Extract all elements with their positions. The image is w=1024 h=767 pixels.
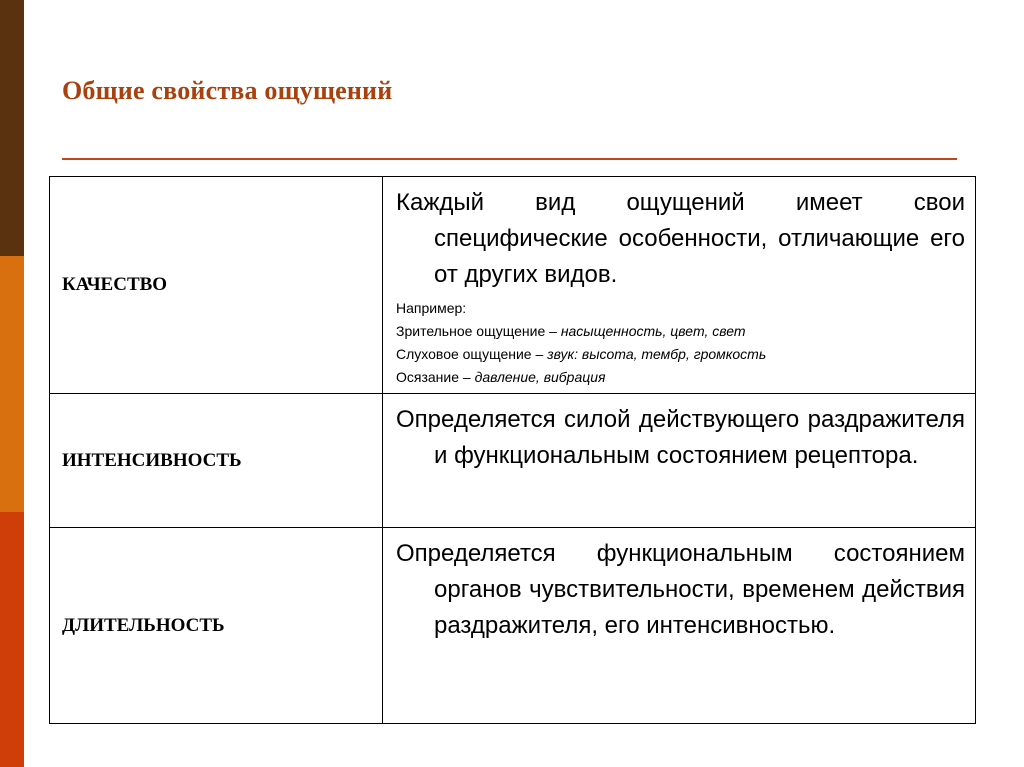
accent-bar-bottom <box>0 512 24 767</box>
property-description: Каждый вид ощущений имеет свои специфические особенности, отличающие его от других видов. <box>396 189 965 288</box>
example-label: Слуховое ощущение – <box>396 346 548 362</box>
property-description: Определяется функциональным состоянием органов чувствительности, временем действия раздражителя, его интенсивностью. <box>396 540 965 639</box>
accent-bar-top <box>0 0 24 256</box>
property-name-duration: ДЛИТЕЛЬНОСТЬ <box>50 528 383 724</box>
property-description-cell <box>383 528 976 724</box>
table-row-quality <box>50 177 976 394</box>
example-line <box>396 343 965 366</box>
example-header: Например: <box>396 300 467 316</box>
example-value: звук: высота, тембр, громкость <box>547 346 767 362</box>
example-line <box>396 366 965 389</box>
property-name-intensity: ИНТЕНСИВНОСТЬ <box>50 394 383 528</box>
property-name-quality: КАЧЕСТВО <box>50 177 383 394</box>
example-value: давление, вибрация <box>474 369 606 385</box>
accent-bar-middle <box>0 256 24 512</box>
title-underline <box>62 158 957 160</box>
property-description: Определяется силой действующего раздражителя и функциональным состоянием рецептора. <box>396 406 965 469</box>
example-label: Зрительное ощущение – <box>396 323 561 339</box>
slide-title: Общие свойства ощущений <box>62 76 393 105</box>
table-row-duration <box>50 528 976 724</box>
example-line <box>396 320 965 343</box>
property-description-cell <box>383 177 976 394</box>
properties-table <box>49 176 976 724</box>
table-row-intensity <box>50 394 976 528</box>
example-value: насыщенность, цвет, свет <box>560 323 746 339</box>
example-label: Осязание – <box>396 369 475 385</box>
property-description-cell <box>383 394 976 528</box>
